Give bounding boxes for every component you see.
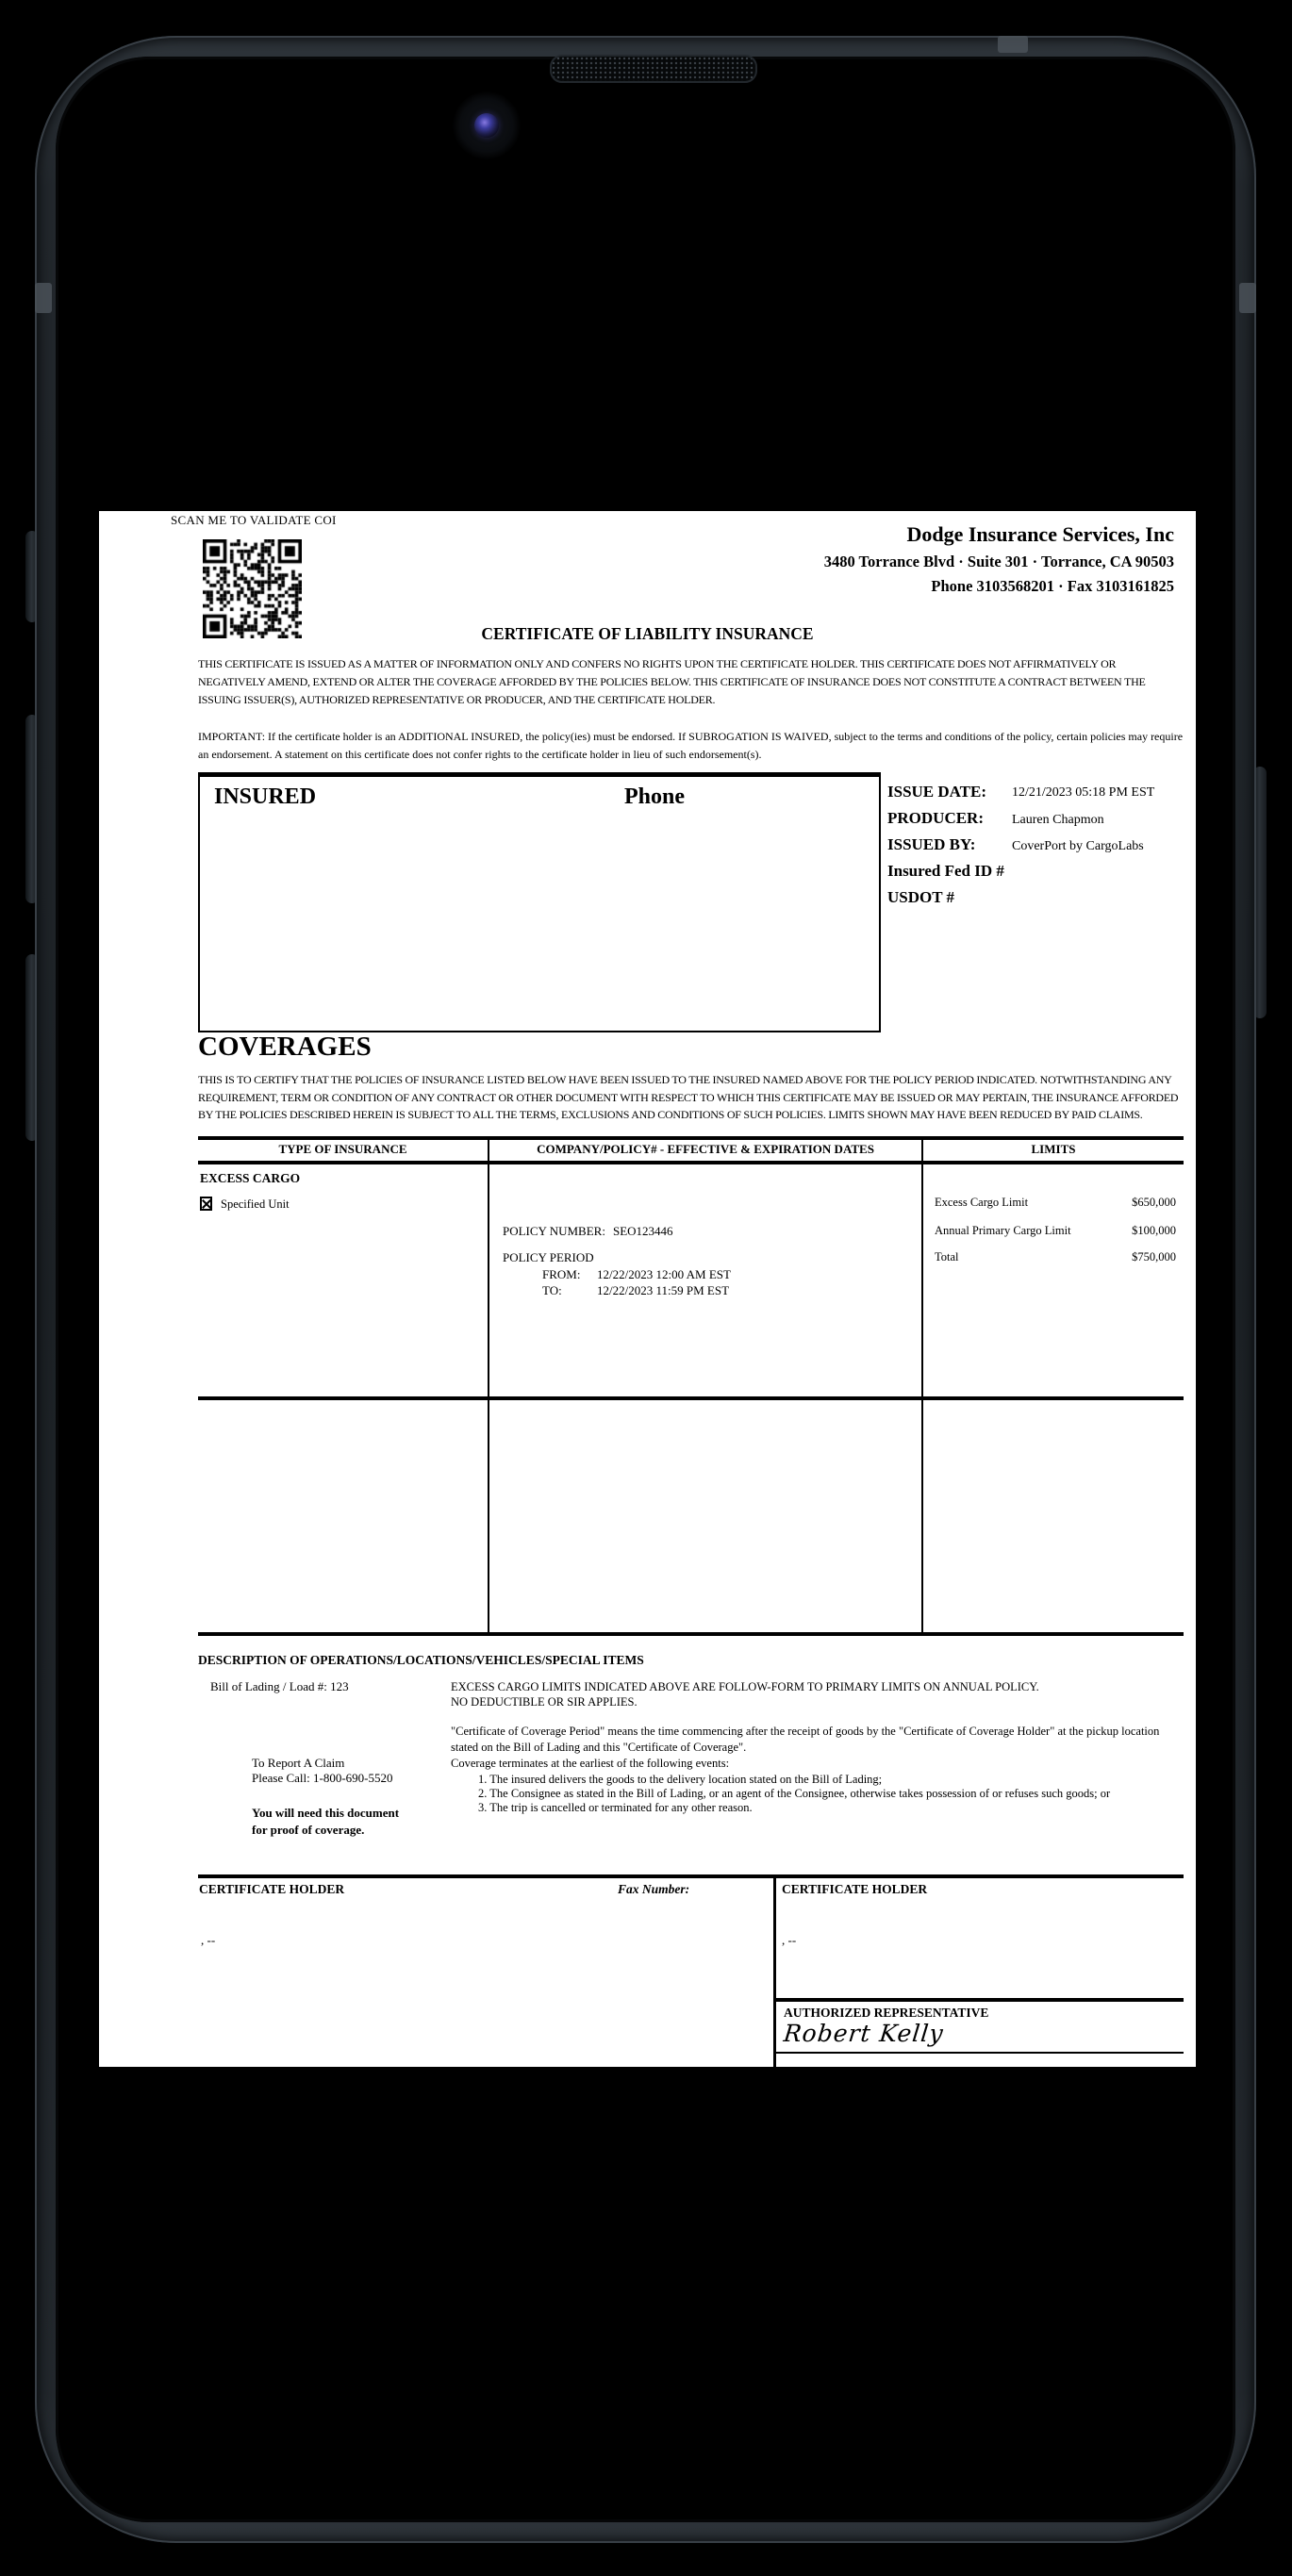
policy-period-label: POLICY PERIOD <box>503 1250 594 1264</box>
insured-fed-id-label: Insured Fed ID # <box>887 862 1004 880</box>
antenna-band-left <box>35 283 52 313</box>
auth-rep-bottom-border <box>773 2052 1184 2054</box>
table-bottom-border <box>198 1632 1184 1636</box>
from-label: FROM: <box>542 1267 581 1281</box>
issued-by-value: CoverPort by CargoLabs <box>1012 839 1144 853</box>
claim-phone-line: Please Call: 1-800-690-5520 <box>252 1771 393 1785</box>
policy-number-value: SEO123446 <box>613 1224 673 1238</box>
footer-top-border <box>198 1874 1184 1878</box>
producer-value: Lauren Chapmon <box>1012 813 1104 827</box>
specified-unit-label: Specified Unit <box>221 1197 290 1211</box>
table-header-border <box>198 1161 1184 1164</box>
document-page[interactable] <box>99 511 1196 2067</box>
limit-row-label: Total <box>935 1250 959 1263</box>
issue-date-label: ISSUE DATE: <box>887 783 987 801</box>
antenna-band-top <box>998 36 1028 53</box>
fax-number-label: Fax Number: <box>618 1882 690 1896</box>
holder-left-value: , -- <box>201 1933 216 1947</box>
to-label: TO: <box>542 1283 562 1297</box>
col-header-company: COMPANY/POLICY# - EFFECTIVE & EXPIRATION DATES <box>537 1142 874 1156</box>
limit-row-label: Annual Primary Cargo Limit <box>935 1224 1071 1237</box>
issued-by-label: ISSUED BY: <box>887 835 976 853</box>
producer-label: PRODUCER: <box>887 809 984 827</box>
event-item-1: 1. The insured delivers the goods to the delivery location stated on the Bill of Lading; <box>478 1773 883 1786</box>
insurance-type: EXCESS CARGO <box>200 1171 301 1185</box>
company-address: 3480 Torrance Blvd · Suite 301 · Torrance, CA 90503 <box>823 553 1174 570</box>
need-document-line: You will need this document <box>252 1806 400 1820</box>
col-header-limits: LIMITS <box>1031 1142 1076 1156</box>
table-vline-2 <box>921 1136 923 1636</box>
earpiece-speaker-icon <box>550 55 757 83</box>
event-item-2: 2. The Consignee as stated in the Bill of Lading, or an agent of the Consignee, otherwise takes possession of or refuses such goods; or <box>478 1787 1111 1800</box>
table-top-border <box>198 1136 1184 1140</box>
table-row-separator <box>198 1396 1184 1400</box>
coverages-heading: COVERAGES <box>198 1032 372 1062</box>
important-paragraph: IMPORTANT: If the certificate holder is an ADDITIONAL INSURED, the policy(ies) must be endorsed. If SUBROGATION IS WAIVED, subject to the terms and conditions of the policy, certain policies may require an endorsement. A statement on this certificate does not confer rights to the certificate holder in lieu of such endorsement(s). <box>198 730 1184 761</box>
limit-row-value: $100,000 <box>1132 1224 1176 1237</box>
front-camera-icon <box>474 113 499 138</box>
limit-row-label: Excess Cargo Limit <box>935 1196 1029 1209</box>
proof-coverage-line: for proof of coverage. <box>252 1823 365 1837</box>
desc-line-1: EXCESS CARGO LIMITS INDICATED ABOVE ARE FOLLOW-FORM TO PRIMARY LIMITS ON ANNUAL POLICY. <box>451 1680 1039 1693</box>
to-value: 12/22/2023 11:59 PM EST <box>597 1283 730 1297</box>
coverage-period-paragraph: "Certificate of Coverage Period" means the time commencing after the receipt of goods by the "Certificate of Coverage Holder" at the pickup location stated on the Bill of Lading and this "Certificate of Coverage". <box>451 1725 1160 1754</box>
limit-row-value: $750,000 <box>1132 1250 1176 1263</box>
signature: Robert Kelly <box>782 2020 946 2047</box>
document-title: CERTIFICATE OF LIABILITY INSURANCE <box>481 624 814 643</box>
bill-of-lading: Bill of Lading / Load #: 123 <box>210 1679 349 1693</box>
auth-rep-top-border <box>773 1998 1184 2002</box>
phone-label: Phone <box>624 784 686 809</box>
issue-date-value: 12/21/2023 05:18 PM EST <box>1012 785 1155 800</box>
policy-number-label: POLICY NUMBER: <box>503 1224 605 1238</box>
holder-right-value: , -- <box>782 1933 797 1947</box>
col-header-type: TYPE OF INSURANCE <box>278 1142 407 1156</box>
table-vline-1 <box>488 1136 489 1636</box>
checked-checkbox-icon <box>200 1197 212 1211</box>
terminates-line: Coverage terminates at the earliest of the following events: <box>451 1757 730 1770</box>
event-item-3: 3. The trip is cancelled or terminated for any other reason. <box>478 1801 753 1814</box>
scan-to-validate-label: SCAN ME TO VALIDATE COI <box>171 513 337 527</box>
authorized-representative-label: AUTHORIZED REPRESENTATIVE <box>784 2006 989 2020</box>
desc-line-2: NO DEDUCTIBLE OR SIR APPLIES. <box>451 1695 638 1709</box>
footer-divider <box>773 1874 776 2067</box>
disclaimer-paragraph: THIS CERTIFICATE IS ISSUED AS A MATTER OF INFORMATION ONLY AND CONFERS NO RIGHTS UPON THE CERTIFICATE HOLDER. THIS CERTIFICATE DOES NOT AFFIRMATIVELY OR NEGATIVELY AMEND, EXTEND OR ALTER THE COVERAGE AFFORDED BY THE POLICIES BELOW. THIS CERTIFICATE OF INSURANCE DOES NOT CONSTITUTE A CONTRACT BETWEEN THE ISSUING ISSUER(S), AUTHORIZED REPRESENTATIVE OR PRODUCER, AND THE CERTIFICATE HOLDER. <box>198 657 1146 706</box>
from-value: 12/22/2023 12:00 AM EST <box>597 1267 731 1281</box>
insured-box <box>198 772 881 1032</box>
description-heading: DESCRIPTION OF OPERATIONS/LOCATIONS/VEHICLES/SPECIAL ITEMS <box>198 1653 644 1667</box>
company-name: Dodge Insurance Services, Inc <box>906 522 1174 546</box>
certify-paragraph: THIS IS TO CERTIFY THAT THE POLICIES OF INSURANCE LISTED BELOW HAVE BEEN ISSUED TO THE INSURED NAMED ABOVE FOR THE POLICY PERIOD INDICATED. NOTWITHSTANDING ANY REQUIREMENT, TERM OR CONDITION OF ANY CONTRACT OR OTHER DOCUMENT WITH RESPECT TO WHICH THIS CERTIFICATE MAY BE ISSUED OR MAY PERTAIN, THE INSURANCE AFFORDED BY THE POLICIES DESCRIBED HEREIN IS SUBJECT TO ALL THE TERMS, EXCLUSIONS AND CONDITIONS OF SUCH POLICIES. LIMITS SHOWN MAY HAVE BEEN REDUCED BY PAID CLAIMS. <box>198 1073 1179 1122</box>
usdot-label: USDOT # <box>887 888 955 906</box>
antenna-band-right <box>1239 283 1256 313</box>
report-claim-line: To Report A Claim <box>252 1756 345 1770</box>
certificate-holder-left-label: CERTIFICATE HOLDER <box>199 1882 345 1896</box>
limit-row-value: $650,000 <box>1132 1196 1176 1209</box>
certificate-holder-right-label: CERTIFICATE HOLDER <box>782 1882 928 1896</box>
company-phone-fax: Phone 3103568201 · Fax 3103161825 <box>931 577 1174 595</box>
insured-label: INSURED <box>214 784 317 809</box>
